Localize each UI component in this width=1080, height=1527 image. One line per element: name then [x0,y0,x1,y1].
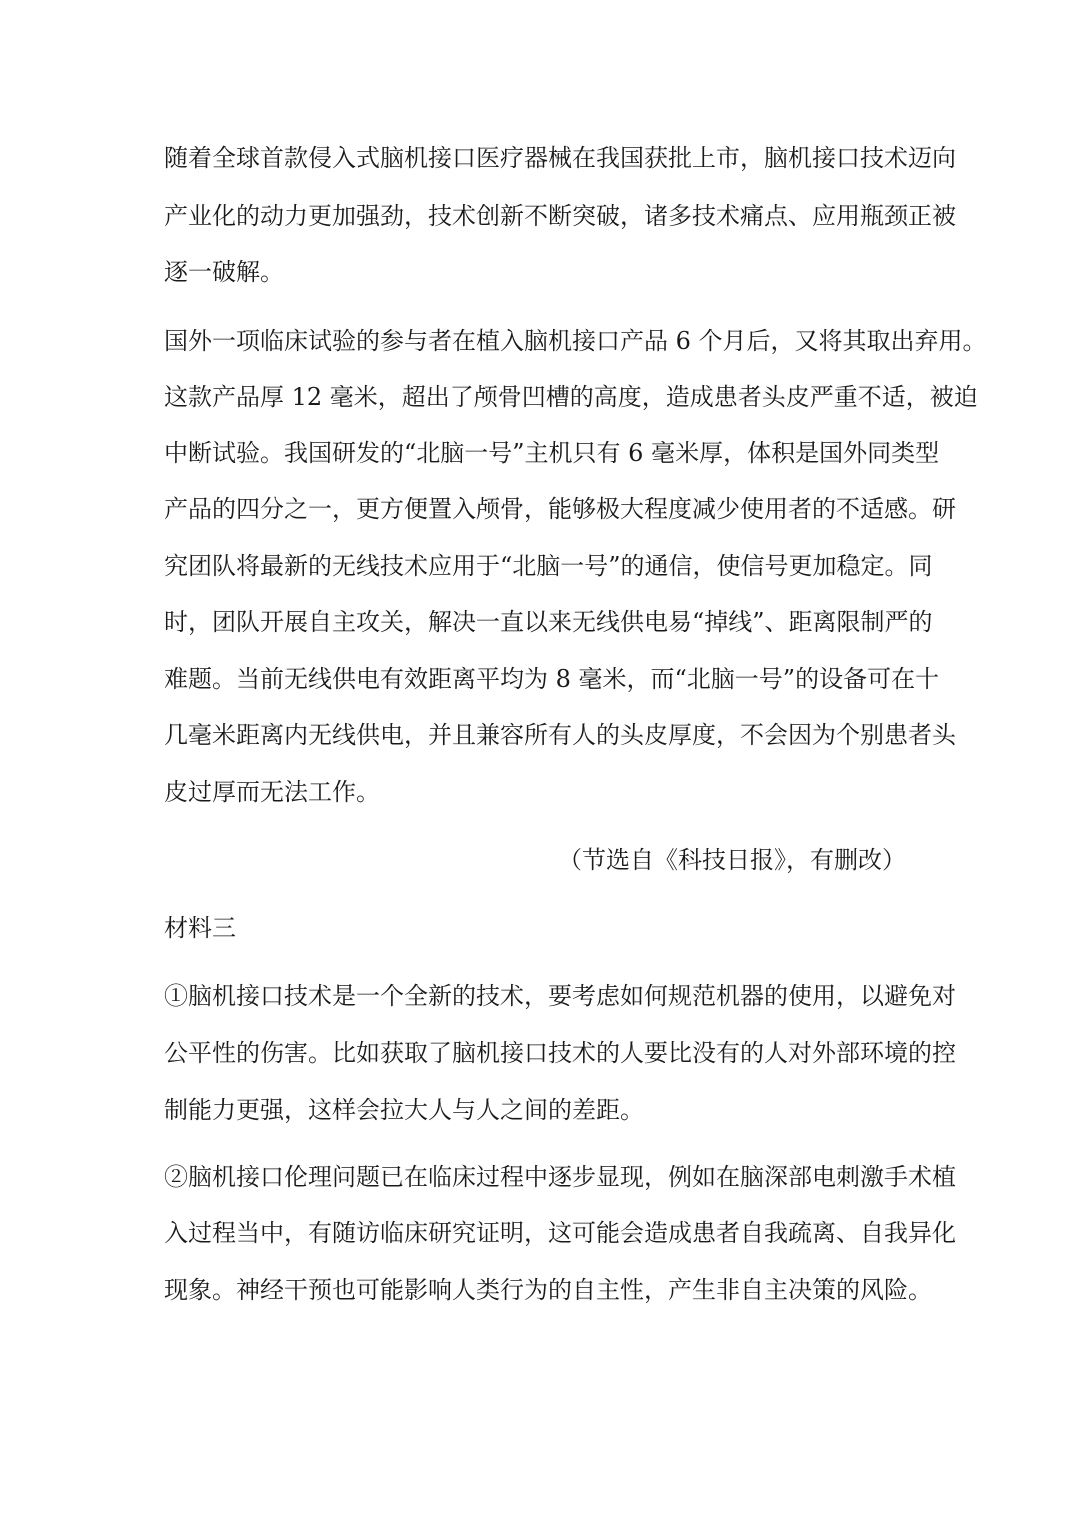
paragraph-2-line-2: 这款产品厚 12 毫米，超出了颅骨凹槽的高度，造成患者头皮严重不适，被迫 [164,383,978,411]
source-note: （节选自《科技日报》，有删改） [558,846,906,874]
paragraph-2-line-9: 皮过厚而无法工作。 [164,778,380,806]
paragraph-2-line-1: 国外一项临床试验的参与者在植入脑机接口产品 6 个月后，又将其取出弃用。 [164,327,987,355]
paragraph-3-line-1: ①脑机接口技术是一个全新的技术，要考虑如何规范机器的使用，以避免对 [164,982,956,1010]
paragraph-3-line-2: 公平性的伤害。比如获取了脑机接口技术的人要比没有的人对外部环境的控 [164,1039,956,1067]
paragraph-2-line-7: 难题。当前无线供电有效距离平均为 8 毫米，而“北脑一号”的设备可在十 [164,665,940,693]
paragraph-4-line-1: ②脑机接口伦理问题已在临床过程中逐步显现，例如在脑深部电刺激手术植 [164,1163,956,1191]
paragraph-2-line-8: 几毫米距离内无线供电，并且兼容所有人的头皮厚度，不会因为个别患者头 [164,721,956,749]
paragraph-4-line-2: 入过程当中，有随访临床研究证明，这可能会造成患者自我疏离、自我异化 [164,1219,956,1247]
paragraph-1-line-1: 随着全球首款侵入式脑机接口医疗器械在我国获批上市，脑机接口技术迈向 [164,144,956,172]
paragraph-2-line-6: 时，团队开展自主攻关，解决一直以来无线供电易“掉线”、距离限制严的 [164,608,933,636]
paragraph-4-line-3: 现象。神经干预也可能影响人类行为的自主性，产生非自主决策的风险。 [164,1276,932,1304]
paragraph-3-line-3: 制能力更强，这样会拉大人与人之间的差距。 [164,1096,644,1124]
paragraph-1-line-3: 逐一破解。 [164,258,284,286]
paragraph-2-line-4: 产品的四分之一，更方便置入颅骨，能够极大程度减少使用者的不适感。研 [164,495,956,523]
section-heading: 材料三 [164,914,236,942]
paragraph-1-line-2: 产业化的动力更加强劲，技术创新不断突破，诸多技术痛点、应用瓶颈正被 [164,202,956,230]
paragraph-2-line-5: 究团队将最新的无线技术应用于“北脑一号”的通信，使信号更加稳定。同 [164,552,933,580]
paragraph-2-line-3: 中断试验。我国研发的“北脑一号”主机只有 6 毫米厚，体积是国外同类型 [164,439,940,467]
